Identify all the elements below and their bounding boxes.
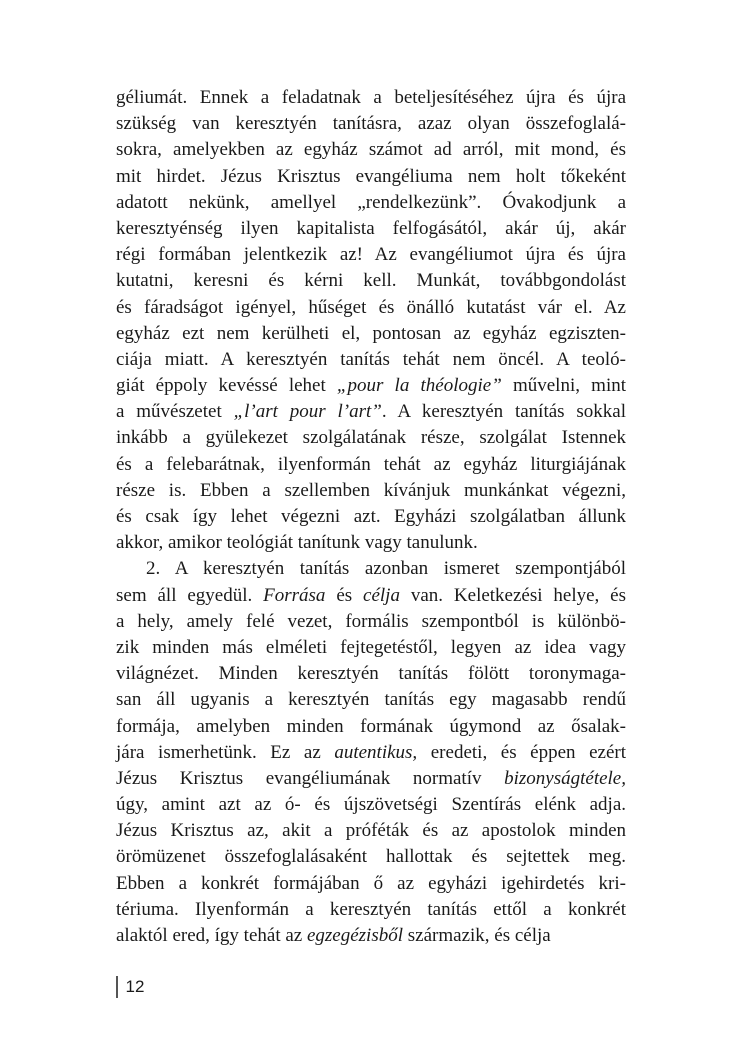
text-line [116,556,626,582]
text-segment: keresztyénség ilyen kapitalista felfogásától, akár új, akár [116,217,626,239]
text-segment: zik minden más elméleti fejtegetéstől, legyen az idea vagy [116,636,626,658]
italic-text-segment: autentikus, [334,741,418,763]
text-segment: és csak így lehet végezni azt. Egyházi szolgálatban állunk [116,506,626,527]
text-segment: tériuma. Ilyenformán a keresztyén tanítás ettől a konkrét [116,898,626,920]
text-segment: Jézus Krisztus evangéliumának normatív [116,767,505,789]
text-segment: a művészetet [116,401,234,423]
page-footer [116,975,144,999]
text-line [116,687,626,713]
italic-text-segment: egzegézisből [306,925,404,946]
text-line [116,635,626,661]
text-segment: világnézet. Minden keresztyén tanítás fölött toronymaga- [116,663,626,685]
text-segment: akkor, amikor teológiát tanítunk vagy tanulunk. [116,532,478,554]
text-line [116,740,626,766]
text-line [116,792,626,818]
text-line [116,818,626,844]
text-line [116,766,626,792]
text-line [116,897,626,923]
text-line [116,452,626,478]
text-line [116,85,626,111]
text-line [116,714,626,740]
text-segment: . A keresztyén tanítás sokkal [381,401,626,423]
text-segment: kutatni, keresni és kérni kell. Munkát, továbbgondolást [116,270,626,292]
text-segment: és a felebarátnak, ilyenformán tehát az egyház liturgiájának [116,453,626,475]
text-segment: része is. Ebben a szellemben kívánjuk munkánkat végezni, [116,479,626,501]
text-segment: a hely, amely felé vezet, formális szempontból is különbö- [116,610,626,632]
text-line [116,347,626,373]
text-segment: Jézus Krisztus az, akit a próféták és az apostolok minden [116,820,626,842]
italic-text-segment: célja [363,584,400,606]
text-segment: sem áll egyedül. [116,584,264,606]
text-line [116,268,626,294]
text-segment: Ebben a konkrét formájában ő az egyházi igehirdetés kri- [116,872,626,894]
text-line [116,295,626,321]
text-line [116,321,626,347]
text-line [116,111,626,137]
text-line [116,504,626,530]
text-line [116,216,626,242]
italic-text-segment: Forrása [263,584,326,606]
text-line [116,661,626,687]
text-line [116,530,626,556]
text-line [116,609,626,635]
text-segment: formája, amelyben minden formának úgymond az ősalak- [116,715,626,737]
text-line [116,242,626,268]
italic-text-segment: bizonyságtétele, [504,767,626,789]
text-line [116,478,626,504]
text-line [116,583,626,609]
text-segment: adatott nekünk, amellyel „rendelkezünk”. Óvakodjunk a [116,191,626,213]
text-line [116,190,626,216]
text-segment: alaktól ered, így tehát az [116,925,307,946]
text-segment: jára ismerhetünk. Ez az [116,741,335,763]
text-segment: egyház ezt nem kerülheti el, pontosan az egyház egziszten- [116,322,626,344]
text-segment: és fáradságot igényel, hűséget és önálló kutatást vár el. Az [116,296,626,318]
text-segment: régi formában jelentkezik az! Az evangéliumot újra és újra [116,244,626,266]
text-segment: inkább a gyülekezet szolgálatának része, szolgálat Istennek [116,427,626,449]
text-segment: 2. A keresztyén tanítás azonban ismeret szempontjából [146,558,626,580]
text-segment: úgy, amint azt az ó- és újszövetségi Szentírás elénk adja. [116,794,626,816]
text-line [116,425,626,451]
text-segment: örömüzenet összefoglalásaként hallottak és sejtettek meg. [116,846,626,868]
text-segment: eredeti, és éppen ezért [417,741,626,763]
text-line [116,399,626,425]
text-segment: san áll ugyanis a keresztyén tanítás egy magasabb rendű [116,689,626,711]
text-segment: származik, és célja [403,925,551,946]
text-line [116,923,626,949]
footer-rule [116,976,118,998]
text-segment: ciája miatt. A keresztyén tanítás tehát nem öncél. A teoló- [116,348,626,370]
text-segment: van. Keletkezési helye, és [399,584,627,606]
text-segment: géliumát. Ennek a feladatnak a beteljesítéséhez újra és újra [116,87,626,108]
text-segment: mit hirdet. Jézus Krisztus evangéliuma nem holt tőkeként [116,165,626,187]
text-segment: művelni, mint [501,375,627,397]
text-line [116,164,626,190]
text-line [116,137,626,163]
text-segment: szükség van keresztyén tanításra, azaz olyan összefoglalá- [116,113,626,135]
text-line [116,871,626,897]
text-line [116,844,626,870]
text-segment: és [325,584,364,606]
italic-text-segment: „l’art pour l’art” [233,401,382,423]
page-number: 12 [125,977,145,996]
text-line [116,373,626,399]
body-text [116,85,626,949]
italic-text-segment: „pour la théologie” [336,375,502,397]
text-segment: sokra, amelyekben az egyház számot ad arról, mit mond, és [116,139,626,161]
text-segment: giát éppoly kevéssé lehet [116,375,337,397]
